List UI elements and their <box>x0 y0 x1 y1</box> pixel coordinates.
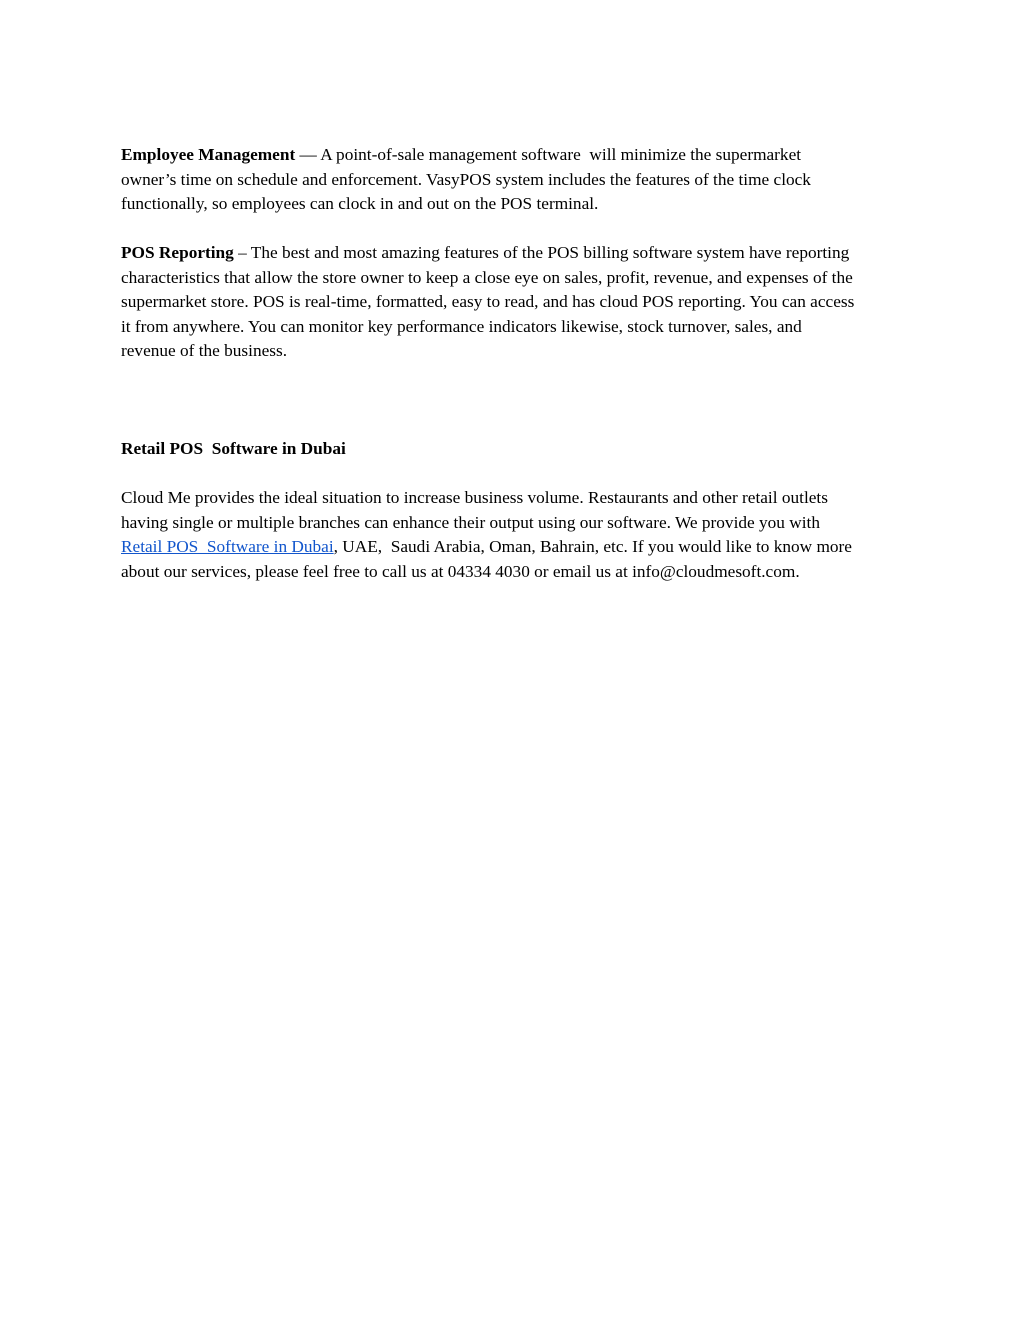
employee-management-heading: Employee Management <box>121 145 296 164</box>
paragraph-spacer <box>121 462 911 487</box>
retail-pos-paragraph <box>121 486 911 584</box>
pos-reporting-heading: POS Reporting <box>121 243 234 262</box>
pos-reporting-text-line-3: supermarket store. POS is real-time, formatted, easy to read, and has cloud POS reporting. You can access <box>121 292 855 311</box>
employee-management-paragraph <box>121 143 911 217</box>
employee-management-text-line-2: owner’s time on schedule and enforcement. VasyPOS system includes the features of the time clock <box>121 169 811 189</box>
retail-pos-text-line-3: , UAE, Saudi Arabia, Oman, Bahrain, etc. If you would like to know more <box>333 537 852 556</box>
retail-pos-text-line-1: Cloud Me provides the ideal situation to increase business volume. Restaurants and other retail outlets <box>121 488 828 507</box>
document-page <box>121 143 911 584</box>
pos-reporting-paragraph <box>121 241 911 364</box>
retail-pos-heading: Retail POS Software in Dubai <box>121 439 346 458</box>
section-spacer <box>121 364 911 438</box>
pos-reporting-text-line-5: revenue of the business. <box>121 341 288 360</box>
pos-reporting-text-line-4: it from anywhere. You can monitor key performance indicators likewise, stock turnover, sales, and <box>121 316 802 336</box>
retail-pos-text-line-4: about our services, please feel free to call us at 04334 4030 or email us at info@cloudmesoft.com. <box>121 561 800 581</box>
retail-pos-text-line-2: having single or multiple branches can enhance their output using our software. We provide you with <box>121 512 820 532</box>
retail-pos-software-link[interactable]: Retail POS Software in Dubai <box>121 537 334 556</box>
pos-reporting-text-line-2: characteristics that allow the store owner to keep a close eye on sales, profit, revenue, and expenses of the <box>121 267 853 287</box>
pos-reporting-text-line-1: – The best and most amazing features of the POS billing software system have reporting <box>233 243 850 262</box>
employee-management-text-line-1: — A point-of-sale management software will minimize the supermarket <box>295 145 802 164</box>
paragraph-spacer <box>121 217 911 242</box>
employee-management-text-line-3: functionally, so employees can clock in and out on the POS terminal. <box>121 194 599 213</box>
